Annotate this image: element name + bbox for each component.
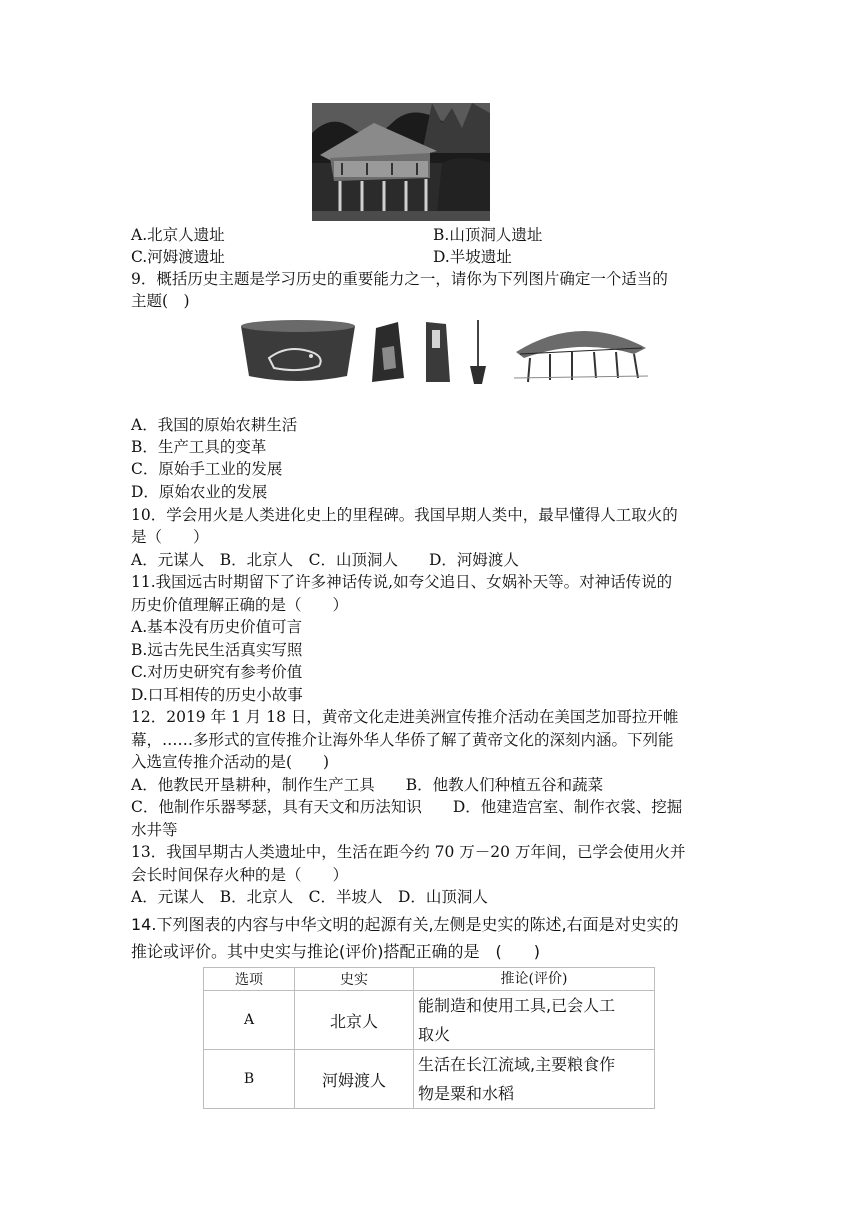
header-fact: 史实 — [295, 968, 414, 991]
q12-options-line1: A．他教民开垦耕种，制作生产工具 B．他教人们种植五谷和蔬菜 — [131, 776, 604, 794]
row-b-inference-line1: 生活在长江流域,主要粮食作 — [418, 1055, 616, 1074]
q8-option-b: B.山顶洞人遗址 — [433, 226, 543, 244]
q9-option-c: C．原始手工业的发展 — [131, 460, 283, 478]
q12-options-line3: 水井等 — [131, 821, 178, 839]
q8-option-c: C.河姆渡遗址 — [131, 248, 225, 266]
q9-option-d: D．原始农业的发展 — [131, 483, 268, 501]
q11-option-a: A.基本没有历史价值可言 — [131, 618, 303, 636]
row-a-option: A — [204, 991, 295, 1050]
q11-option-b: B.远古先民生活真实写照 — [131, 641, 303, 659]
table-row — [204, 991, 655, 1050]
q12-stem-line1: 12．2019 年 1 月 18 日，黄帝文化走进美洲宣传推介活动在美国芝加哥拉开帷 — [131, 708, 679, 726]
row-b-option: B — [204, 1050, 295, 1109]
q9-option-a: A．我国的原始农耕生活 — [131, 416, 298, 434]
q13-stem-line2: 会长时间保存火种的是（ ） — [131, 866, 349, 884]
row-b-fact: 河姆渡人 — [295, 1050, 414, 1109]
q10-stem-line1: 10．学会用火是人类进化史上的里程碑。我国早期人类中，最早懂得人工取火的 — [131, 506, 678, 524]
q9-option-b: B．生产工具的变革 — [131, 438, 267, 456]
header-option: 选项 — [204, 968, 295, 991]
table-row — [204, 1050, 655, 1109]
thatched-hut-photo — [510, 318, 652, 386]
q12-options-line2: C．他制作乐器琴瑟，具有天文和历法知识 D．他建造宫室、制作衣裳、挖掘 — [131, 798, 683, 816]
q14-stem-line1: 14.下列图表的内容与中华文明的起源有关,左侧是史实的陈述,右面是对史实的 — [131, 915, 679, 934]
stilt-house-photo — [312, 103, 490, 221]
q14-table — [203, 967, 655, 1109]
q14-stem-line2: 推论或评价。其中史实与推论(评价)搭配正确的是 ( ) — [131, 942, 540, 961]
stone-tools-photo — [370, 318, 488, 386]
row-b-inference — [414, 1050, 655, 1109]
q11-option-c: C.对历史研究有参考价值 — [131, 663, 303, 681]
q10-stem-line2: 是（ ） — [131, 528, 209, 546]
q12-stem-line2: 幕，……多形式的宣传推介让海外华人华侨了解了黄帝文化的深刻内涵。下列能 — [131, 731, 674, 749]
q10-options: A．元谋人 B．北京人 C．山顶洞人 D．河姆渡人 — [131, 551, 519, 569]
table-header-row — [204, 968, 655, 991]
q11-stem-line2: 历史价值理解正确的是（ ） — [131, 596, 349, 614]
q13-stem-line1: 13．我国早期古人类遗址中，生活在距今约 70 万－20 万年间，已学会使用火并 — [131, 843, 686, 861]
row-a-inference-line2: 取火 — [418, 1025, 451, 1044]
q8-option-a: A.北京人遗址 — [131, 226, 225, 244]
q8-option-d: D.半坡遗址 — [433, 248, 512, 266]
q13-options: A．元谋人 B．北京人 C．半坡人 D．山顶洞人 — [131, 888, 488, 906]
header-inference: 推论(评价) — [414, 968, 655, 991]
row-a-fact: 北京人 — [295, 991, 414, 1050]
q12-stem-line3: 入选宣传推介活动的是( ) — [131, 753, 330, 771]
row-a-inference-line1: 能制造和使用工具,已会人工 — [418, 996, 616, 1015]
row-a-inference — [414, 991, 655, 1050]
q9-stem-line2: 主题( ) — [131, 292, 190, 310]
q11-option-d: D.口耳相传的历史小故事 — [131, 686, 303, 704]
row-b-inference-line2: 物是粟和水稻 — [418, 1084, 515, 1103]
pottery-bowl-photo — [239, 318, 357, 386]
q11-stem-line1: 11.我国远古时期留下了许多神话传说,如夸父追日、女娲补天等。对神话传说的 — [131, 573, 673, 591]
q9-stem-line1: 9．概括历史主题是学习历史的重要能力之一，请你为下列图片确定一个适当的 — [131, 270, 668, 288]
